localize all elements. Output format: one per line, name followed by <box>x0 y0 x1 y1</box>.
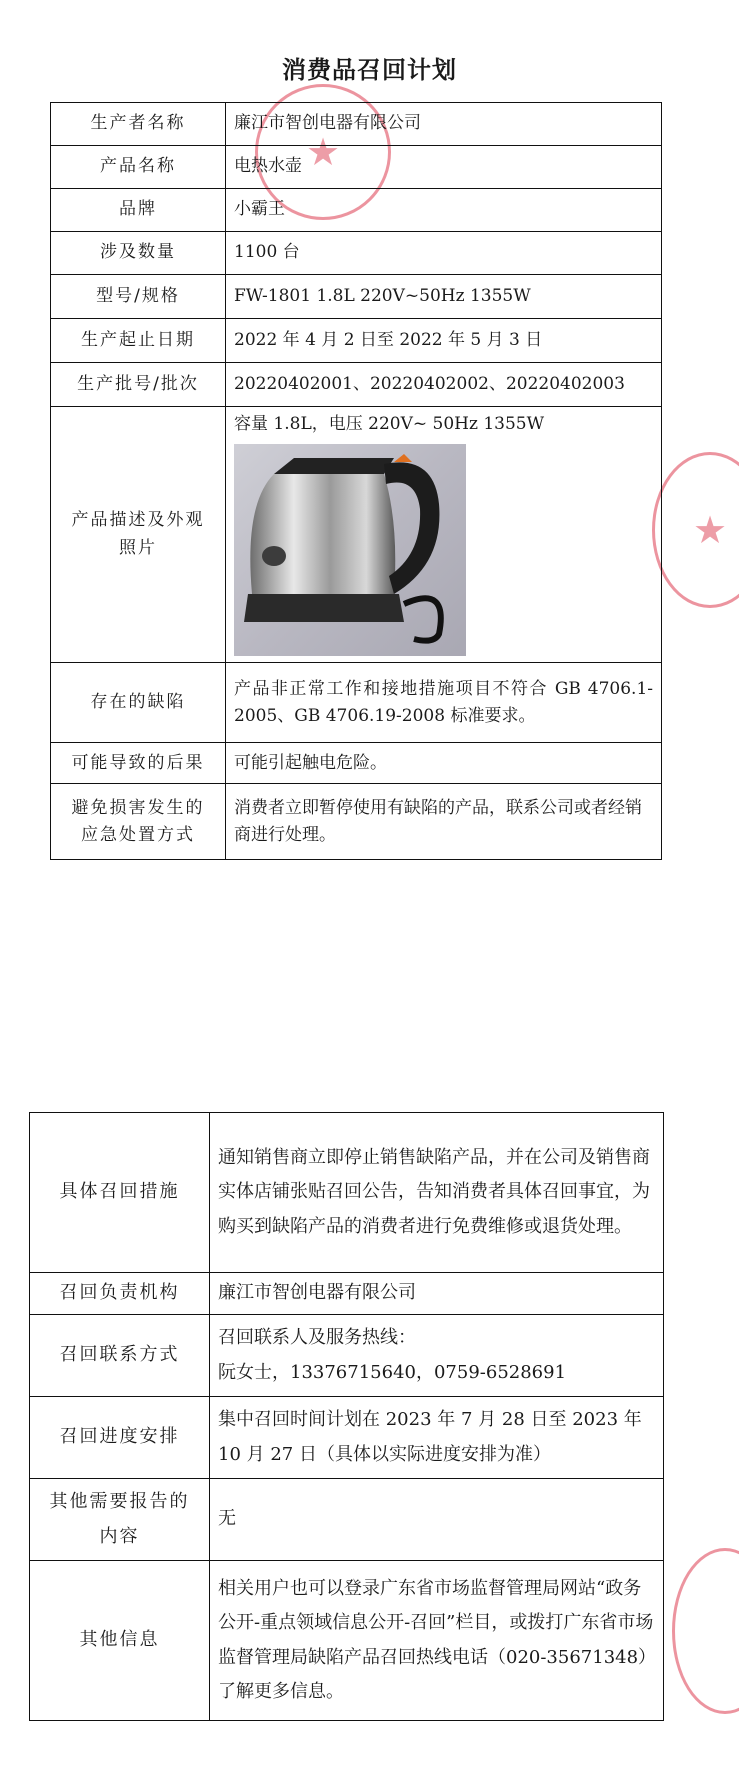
description-label-line1: 产品描述及外观 <box>71 510 205 531</box>
page-title: 消费品召回计划 <box>282 56 457 84</box>
row-label: 存在的缺陷 <box>51 663 226 743</box>
row-value: 20220402001、20220402002、20220402003 <box>226 363 662 407</box>
company-seal-stamp: ★ <box>255 84 391 220</box>
row-value: 可能引起触电危险。 <box>226 743 662 784</box>
row-label <box>51 407 226 663</box>
description-label-line2: 照片 <box>119 537 157 558</box>
row-value: 无 <box>210 1479 664 1561</box>
row-label: 召回负责机构 <box>30 1273 210 1315</box>
row-label: 召回联系方式 <box>30 1315 210 1397</box>
row-value <box>226 407 662 663</box>
contact-line1: 召回联系人及服务热线： <box>218 1327 416 1349</box>
description-text: 容量 1.8L，电压 220V~ 50Hz 1355W <box>234 414 545 434</box>
row-value: 相关用户也可以登录广东省市场监督管理局网站“政务公开-重点领域信息公开-召回”栏目，或拨打广东省市场监督管理局缺陷产品召回热线电话（020-35671348）了解更多信息。 <box>210 1561 664 1721</box>
table-row <box>51 232 662 275</box>
row-value: FW-1801 1.8L 220V~50Hz 1355W <box>226 275 662 319</box>
kettle-illustration <box>234 444 466 656</box>
row-label: 召回进度安排 <box>30 1397 210 1479</box>
row-label: 生产起止日期 <box>51 319 226 363</box>
row-value: 廉江市智创电器有限公司 <box>210 1273 664 1315</box>
row-label: 生产批号/批次 <box>51 363 226 407</box>
table-row <box>30 1479 664 1561</box>
row-value: 通知销售商立即停止销售缺陷产品，并在公司及销售商实体店铺张贴召回公告，告知消费者具体召回事宜，为购买到缺陷产品的消费者进行免费维修或退货处理。 <box>210 1113 664 1273</box>
table-row <box>30 1397 664 1479</box>
row-label: 型号/规格 <box>51 275 226 319</box>
table-row <box>30 1113 664 1273</box>
table-row <box>51 784 662 860</box>
table-row <box>51 743 662 784</box>
recall-table-part2 <box>29 1112 664 1721</box>
other-report-label-line2: 内容 <box>99 1525 140 1547</box>
table-row <box>51 189 662 232</box>
emergency-label-line1: 避免损害发生的 <box>71 797 205 818</box>
row-value: 小霸王 <box>226 189 662 232</box>
row-value: 产品非正常工作和接地措施项目不符合 GB 4706.1-2005、GB 4706.19-2008 标准要求。 <box>226 663 662 743</box>
table-row <box>51 103 662 146</box>
row-value: 2022 年 4 月 2 日至 2022 年 5 月 3 日 <box>226 319 662 363</box>
emergency-label-line2: 应急处置方式 <box>81 824 195 845</box>
table-row <box>51 275 662 319</box>
table-row <box>30 1561 664 1721</box>
table-row <box>51 146 662 189</box>
row-label: 品牌 <box>51 189 226 232</box>
other-report-label-line1: 其他需要报告的 <box>49 1491 190 1513</box>
table-row <box>51 663 662 743</box>
company-seal-stamp <box>672 1548 739 1714</box>
table-row <box>30 1273 664 1315</box>
row-value: 集中召回时间计划在 2023 年 7 月 28 日至 2023 年 10 月 27 日（具体以实际进度安排为准） <box>210 1397 664 1479</box>
row-value: 消费者立即暂停使用有缺陷的产品，联系公司或者经销商进行处理。 <box>226 784 662 860</box>
recall-table-part1 <box>50 102 662 860</box>
row-label <box>30 1479 210 1561</box>
table-row <box>51 319 662 363</box>
table-row <box>51 407 662 663</box>
row-value: 电热水壶 <box>226 146 662 189</box>
row-label: 生产者名称 <box>51 103 226 146</box>
product-photo <box>234 444 466 656</box>
company-seal-stamp: ★ <box>652 452 739 608</box>
table-row <box>30 1315 664 1397</box>
row-value <box>210 1315 664 1397</box>
row-label: 涉及数量 <box>51 232 226 275</box>
table-row <box>51 363 662 407</box>
row-label <box>51 784 226 860</box>
row-label: 产品名称 <box>51 146 226 189</box>
row-label: 其他信息 <box>30 1561 210 1721</box>
row-value: 1100 台 <box>226 232 662 275</box>
row-label: 具体召回措施 <box>30 1113 210 1273</box>
contact-line2: 阮女士，13376715640，0759-6528691 <box>218 1361 567 1383</box>
row-value: 廉江市智创电器有限公司 <box>226 103 662 146</box>
row-label: 可能导致的后果 <box>51 743 226 784</box>
